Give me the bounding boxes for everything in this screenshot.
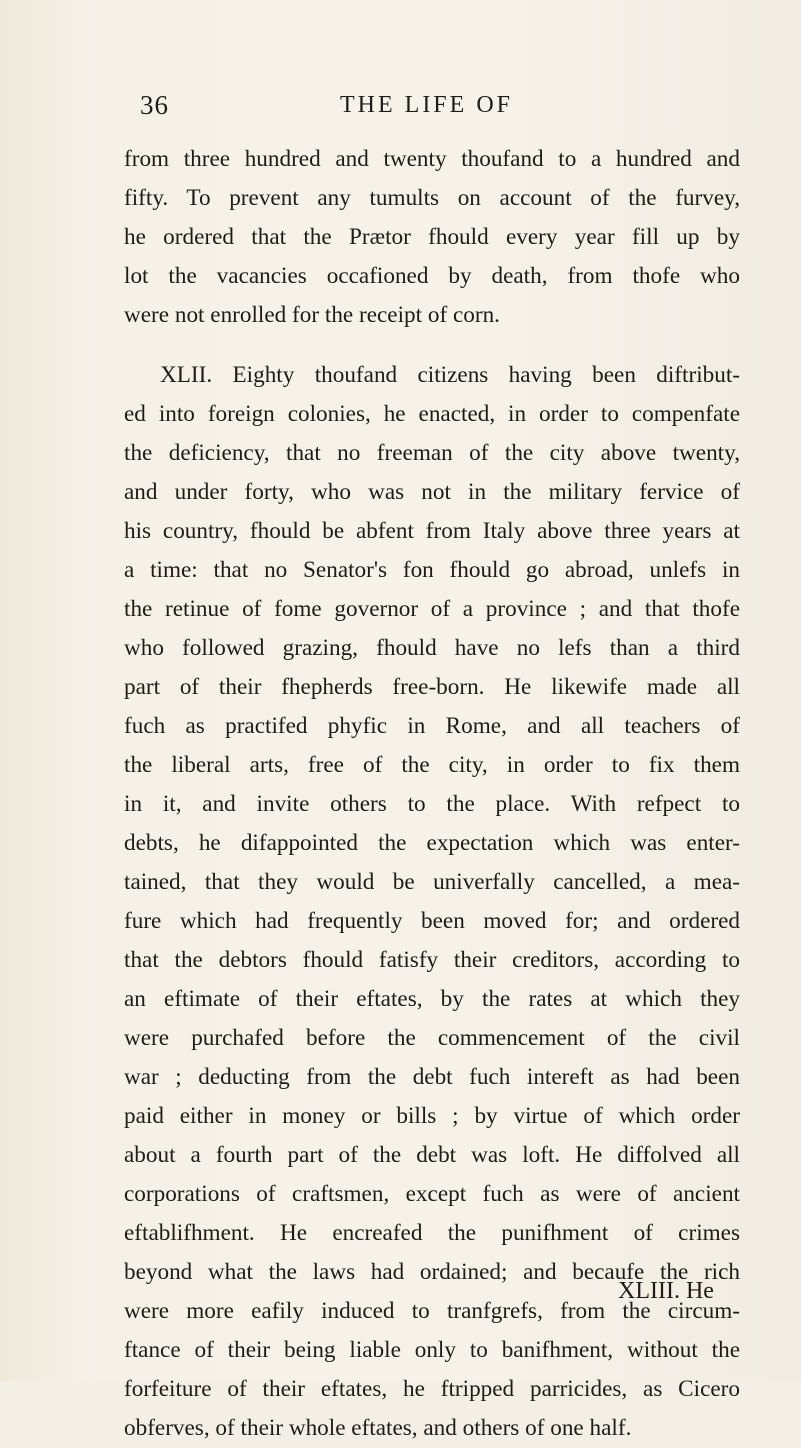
running-head: THE LIFE OF xyxy=(340,92,513,118)
text-line: war ; deducting from the debt fuch intereft as had been xyxy=(124,1064,740,1090)
page-number: 36 xyxy=(140,90,169,120)
text-line: his country, fhould be abfent from Italy above three years at xyxy=(124,518,740,544)
body-text xyxy=(124,140,740,1448)
paragraph-gap xyxy=(124,335,740,356)
text-line: the deficiency, that no freeman of the city above twenty, xyxy=(124,440,740,466)
text-line: and under forty, who was not in the military fervice of xyxy=(124,479,740,505)
text-line: ed into foreign colonies, he enacted, in order to compenfate xyxy=(124,401,740,427)
text-line: eftablifhment. He encreafed the punifhment of crimes xyxy=(124,1220,740,1246)
text-line: about a fourth part of the debt was loft. He diffolved all xyxy=(124,1142,740,1168)
text-line: fuch as practifed phyfic in Rome, and all teachers of xyxy=(124,713,740,739)
page-header xyxy=(140,90,740,130)
text-line: lot the vacancies occafioned by death, from thofe who xyxy=(124,263,740,289)
text-line: the retinue of fome governor of a province ; and that thofe xyxy=(124,596,740,622)
text-line: forfeiture of their eftates, he ftripped parricides, as Cicero xyxy=(124,1376,740,1402)
text-line: a time: that no Senator's fon fhould go abroad, unlefs in xyxy=(124,557,740,583)
text-line: ftance of their being liable only to banifhment, without the xyxy=(124,1337,740,1363)
paragraph-1 xyxy=(124,140,740,335)
text-line: corporations of craftsmen, except fuch as were of ancient xyxy=(124,1181,740,1207)
text-line: were not enrolled for the receipt of corn. xyxy=(124,302,500,328)
text-line: fure which had frequently been moved for; and ordered xyxy=(124,908,740,934)
text-line: he ordered that the Prætor fhould every year fill up by xyxy=(124,224,740,250)
text-line: fifty. To prevent any tumults on account of the furvey, xyxy=(124,185,740,211)
text-line: beyond what the laws had ordained; and becaufe the rich xyxy=(124,1259,740,1285)
text-line: from three hundred and twenty thoufand to a hundred and xyxy=(124,146,740,172)
text-line: were purchafed before the commencement of the civil xyxy=(124,1025,740,1051)
text-line: an eftimate of their eftates, by the rates at which they xyxy=(124,986,740,1012)
text-line: who followed grazing, fhould have no lefs than a third xyxy=(124,635,740,661)
text-line: that the debtors fhould fatisfy their creditors, according to xyxy=(124,947,740,973)
text-line: in it, and invite others to the place. With refpect to xyxy=(124,791,740,817)
text-line: debts, he difappointed the expectation which was enter- xyxy=(124,830,740,856)
catchword: XLIII. He xyxy=(618,1278,714,1304)
text-line: tained, that they would be univerfally cancelled, a mea- xyxy=(124,869,740,895)
text-line: paid either in money or bills ; by virtue of which order xyxy=(124,1103,740,1129)
text-line: obferves, of their whole eftates, and others of one half. xyxy=(124,1415,632,1441)
text-line: part of their fhepherds free-born. He likewife made all xyxy=(124,674,740,700)
text-line: XLII. Eighty thoufand citizens having been diftribut- xyxy=(160,362,740,388)
text-line: the liberal arts, free of the city, in order to fix them xyxy=(124,752,740,778)
text-line: were more eafily induced to tranfgrefs, from the circum- xyxy=(124,1298,740,1324)
